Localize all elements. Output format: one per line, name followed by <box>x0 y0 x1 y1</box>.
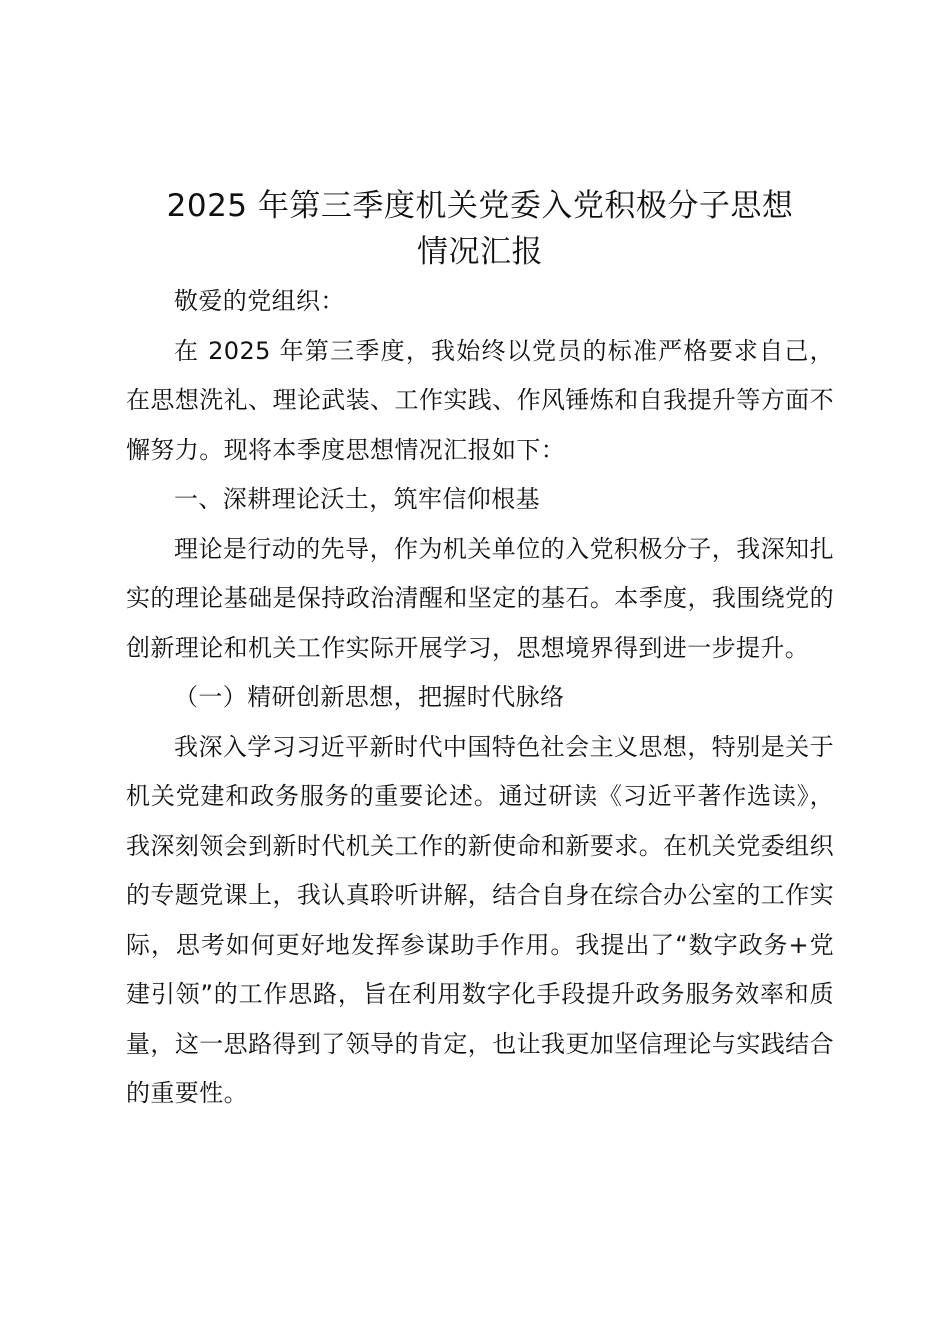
section-1-heading: 一、深耕理论沃土，筑牢信仰根基 <box>174 485 540 513</box>
subsection-1-heading: （一）精研创新思想，把握时代脉络 <box>174 683 565 711</box>
document-body <box>126 183 834 1119</box>
intro-paragraph: 在 2025 年第三季度，我始终以党员的标准严格要求自己，在思想洗礼、理论武装、工作实践、作风锤炼和自我提升等方面不懈努力。现将本季度思想情况汇报如下： <box>126 336 834 464</box>
salutation: 敬爱的党组织： <box>174 287 345 315</box>
title-line-1: 2025 年第三季度机关党委入党积极分子思想 <box>166 188 794 224</box>
title-line-2: 情况汇报 <box>417 234 543 270</box>
subsection-1-paragraph: 我深入学习习近平新时代中国特色社会主义思想，特别是关于机关党建和政务服务的重要论述。通过研读《习近平著作选读》，我深刻领会到新时代机关工作的新使命和新要求。在机关党委组织的专题党课上，我认真聆听讲解，结合自身在综合办公室的工作实际，思考如何更好地发挥参谋助手作用。我提出了“数字政务+党建引领”的工作思路，旨在利用数字化手段提升政务服务效率和质量，这一思路得到了领导的肯定，也让我更加坚信理论与实践结合的重要性。 <box>126 732 834 1107</box>
section-1-paragraph: 理论是行动的先导，作为机关单位的入党积极分子，我深知扎实的理论基础是保持政治清醒和坚定的基石。本季度，我围绕党的创新理论和机关工作实际开展学习，思想境界得到进一步提升。 <box>126 534 834 662</box>
document-title <box>126 183 834 275</box>
